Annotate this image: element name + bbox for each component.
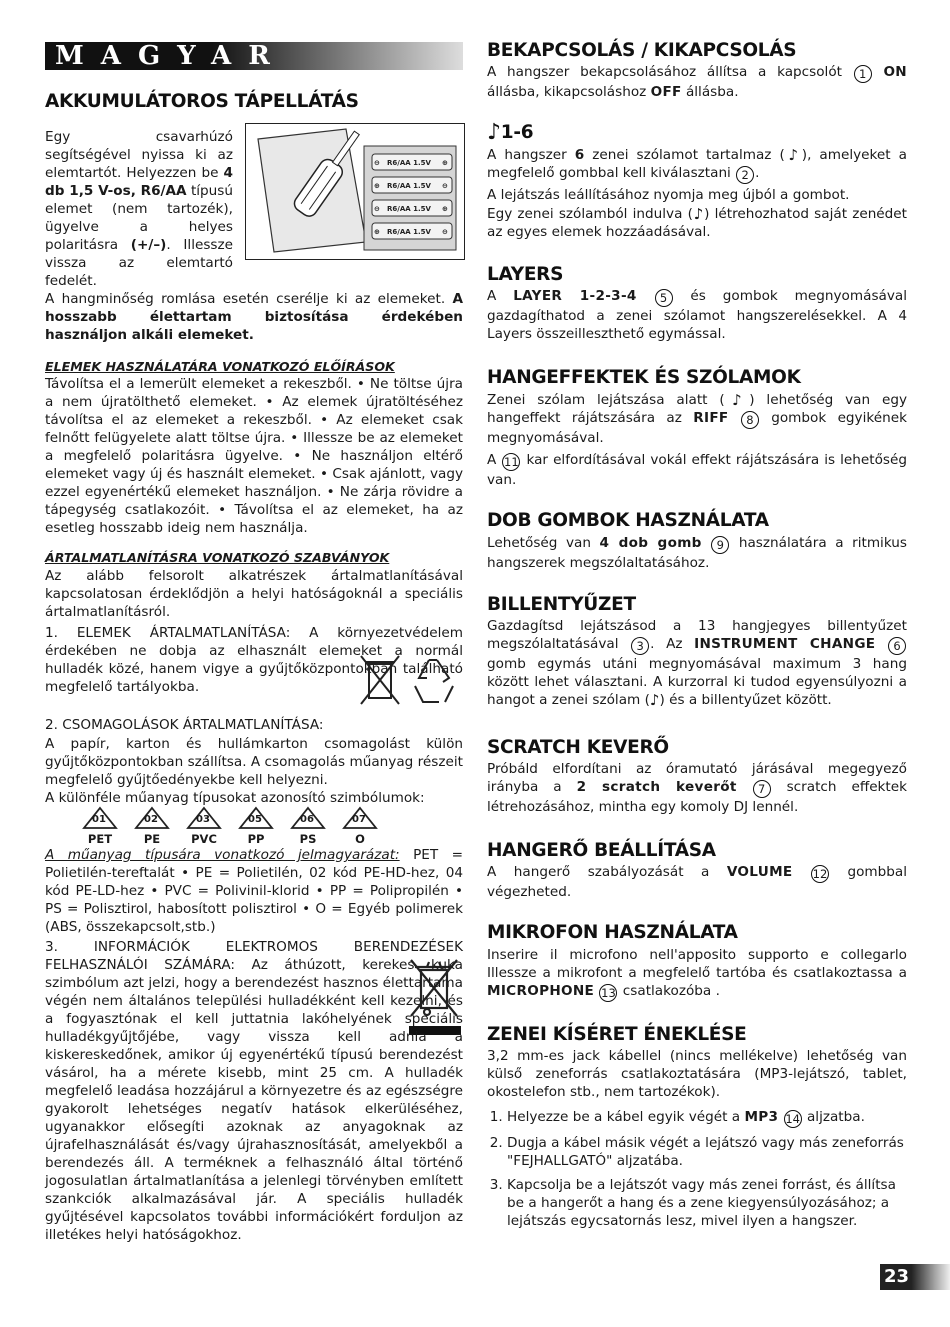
battery-rules-title: ELEMEK HASZNÁLATÁRA VONATKOZÓ ELŐÍRÁSOK xyxy=(45,359,395,374)
disposal-title: ÁRTALMATLANÍTÁSRA VONATKOZÓ SZABVÁNYOK xyxy=(45,550,390,565)
legend-title: A műanyag típusára vonatkozó jelmagyarázat: xyxy=(45,847,400,863)
plastic-symbol xyxy=(132,806,172,846)
text: típusú elemet (nem tartozék), ügyelve a helyes polaritásra xyxy=(45,183,233,253)
svg-text:⊕: ⊕ xyxy=(442,205,448,213)
plastic-label: PP xyxy=(247,832,265,846)
callout-number: 9 xyxy=(711,536,729,554)
svg-text:⊖: ⊖ xyxy=(374,159,380,167)
list-item xyxy=(507,1108,907,1128)
plastic-code: 01 xyxy=(92,814,106,825)
singing-title: ZENEI KÍSÉRET ÉNEKLÉSE xyxy=(487,1024,747,1045)
plastic-code: 03 xyxy=(196,814,210,825)
plastic-code: 06 xyxy=(300,814,314,825)
plastic-code: 07 xyxy=(352,814,366,825)
effects-text xyxy=(487,391,907,447)
battery-compartment-icon xyxy=(246,124,464,259)
plastic-label: PET xyxy=(87,832,113,846)
text: . xyxy=(755,165,760,181)
text: scratch effektek létrehozásához, mintha egy komoly DJ lennél. xyxy=(487,779,907,815)
layers-text xyxy=(487,287,907,343)
text: Inserire il microfono nell'apposito supporto e collegarlo Illessze a mikrofont a megfelelő tartóba és csatlakoztassa a xyxy=(487,947,907,981)
text: ) és a billentyűzet között. xyxy=(659,692,832,708)
text: zenei szólamot tartalmaz ( xyxy=(584,147,785,163)
music-note-icon: ♪ xyxy=(692,205,705,223)
plastic-legend xyxy=(45,846,463,936)
text: Egy zenei szólamból indulva ( xyxy=(487,206,693,222)
melody-stop: A lejátszás leállításához nyomja meg újból a gombot. xyxy=(487,187,850,203)
bold-text: VOLUME xyxy=(726,864,793,880)
text: használatára a ritmikus hangszerek megszólaltatásához. xyxy=(487,535,907,571)
music-note-icon: ♪ xyxy=(487,120,501,145)
text: kar elfordításával vokál effekt rájátszására is lehetőség van. xyxy=(487,452,907,488)
plastic-label: PVC xyxy=(191,832,217,846)
text: ) lehetőség van egy hangeffekt rájátszására az xyxy=(487,392,907,426)
bold-text: 4 dob gomb xyxy=(599,535,702,551)
banner-text: MAGYAR xyxy=(55,41,287,71)
music-note-icon: ♪ xyxy=(649,691,660,709)
text: csatlakozóba . xyxy=(618,983,720,999)
melody-title xyxy=(487,122,533,144)
title-text: 1-6 xyxy=(500,122,534,143)
svg-text:⊕: ⊕ xyxy=(374,182,380,190)
text: A hangerő szabályozását a xyxy=(487,864,727,880)
callout-number: 14 xyxy=(785,1112,800,1126)
melody-text xyxy=(487,146,907,184)
bold-text: 6 xyxy=(574,147,585,163)
plastic-label: PE xyxy=(143,832,161,846)
list-item: 3. Kapcsolja be a lejátszót vagy más zenei forrást, és állítsa be a hangerőt a hang és a zene kiegyensúlyozásához; a lejátszás egycsatornás lesz, mivel ilyen a hangszer. xyxy=(507,1176,907,1230)
effects-vocal xyxy=(487,451,907,489)
text: Lehetőség van xyxy=(487,535,600,551)
callout-number: 3 xyxy=(631,637,649,655)
text: aljzatba. xyxy=(802,1109,865,1125)
callout-number: 11 xyxy=(504,455,519,469)
callout-number: 12 xyxy=(812,867,828,881)
bold-text: MICROPHONE xyxy=(487,983,595,999)
battery-label: R6/AA 1.5V xyxy=(387,228,431,236)
text: Zenei szólam lejátszása alatt ( xyxy=(487,392,725,408)
page-number xyxy=(880,1264,950,1290)
recycle-icon xyxy=(415,660,453,702)
svg-text:⊖: ⊖ xyxy=(374,205,380,213)
text: A hangszer xyxy=(487,147,575,163)
page-number-text: 23 xyxy=(884,1266,910,1287)
plastic-code: 02 xyxy=(144,814,158,825)
disposal-item-2-text: A papír, karton és hullámkarton csomagolást külön gyűjtőközpontokban szállítsa. A csomagolás műanyag részeit megfelelő gyűjtőedényekbe kell helyezni. xyxy=(45,736,463,788)
power-text xyxy=(487,63,907,101)
text: és gombok megnyomásával gazdagíthatod a zenei szólamot hangszerelésekkel. A 4 Layers összeilleszthető egymással. xyxy=(487,288,908,342)
text: gombok egyikének megnyomásával. xyxy=(487,410,907,446)
text: A xyxy=(487,452,502,468)
text: Helyezze be a kábel egyik végét a xyxy=(507,1109,745,1125)
singing-steps xyxy=(487,1108,907,1236)
bold-text: INSTRUMENT CHANGE xyxy=(694,636,876,652)
text: gombbal végezheted. xyxy=(487,864,908,900)
plastic-label: PS xyxy=(299,832,317,846)
language-banner xyxy=(45,42,463,70)
text: állásba. xyxy=(681,84,739,100)
drum-title: DOB GOMBOK HASZNÁLATA xyxy=(487,510,769,531)
battery-label: R6/AA 1.5V xyxy=(387,182,431,190)
bold-text: LAYER 1-2-3-4 xyxy=(513,288,637,304)
plastic-symbol xyxy=(236,806,276,846)
drum-text xyxy=(487,534,907,572)
effects-title: HANGEFFEKTEK ÉS SZÓLAMOK xyxy=(487,367,801,388)
bold-text: RIFF xyxy=(693,410,729,426)
battery-label: R6/AA 1.5V xyxy=(387,205,431,213)
volume-text xyxy=(487,863,907,901)
callout-number: 8 xyxy=(741,411,759,429)
crossed-bin-icon xyxy=(357,652,467,710)
disposal-intro: Az alább felsorolt alkatrészek ártalmatlanításával kapcsolatosan érdeklődjön a helyi hatóságoknál a speciális ártalmatlanításról. xyxy=(45,568,463,620)
svg-text:⊕: ⊕ xyxy=(442,159,448,167)
callout-number: 7 xyxy=(753,780,771,798)
bold-text: (+/–) xyxy=(130,237,167,253)
text: . Az xyxy=(650,636,695,652)
singing-intro: 3,2 mm-es jack kábellel (nincs mellékelve) lehetőség van külső zeneforrás csatlakoztatására (MP3-lejátszó, tablet, okostelefon stb., nem tartozékok). xyxy=(487,1048,907,1100)
music-note-icon: ♪ xyxy=(784,146,802,164)
layers-title: LAYERS xyxy=(487,264,564,285)
text: A xyxy=(487,288,514,304)
callout-number: 13 xyxy=(601,986,616,1000)
power-title: BEKAPCSOLÁS / KIKAPCSOLÁS xyxy=(487,40,797,61)
scratch-title: SCRATCH KEVERŐ xyxy=(487,737,669,758)
battery-rules-text: Távolítsa el a lemerült elemeket a rekeszből. • Ne töltse újra a nem újratölthető elemeket. • Az elemek újratöltéséhez távolítsa el az elemeket a rekeszből. • Az elemeket csak felnőtt felügyelete alatt töltse újra. • Illessze be az elemeket a megfelelő polaritásra ügyelve. • Ne használjon eltérő elemeket vagy új és használt elemeket. • Csak ajánlott, vagy ezzel egyenértékű elemeket használjon. • Ne zárja rövidre a tápegység csatlakozóit. • Távolítsa el az elemeket, ha az esetleg hosszabb ideig nem használja. xyxy=(45,376,463,536)
callout-number: 5 xyxy=(655,289,673,307)
text: Próbáld elfordítani az óramutató járásával megegyező irányba a xyxy=(487,761,907,795)
bold-text: 2 scratch keverőt xyxy=(576,779,737,795)
callout-number: 1 xyxy=(854,65,872,83)
text: állásba, kikapcsoláshoz xyxy=(487,84,651,100)
plastic-symbol xyxy=(80,806,120,846)
disposal-item-2: 2. CSOMAGOLÁSOK ÁRTALMATLANÍTÁSA: xyxy=(45,717,324,733)
melody-compose xyxy=(487,205,907,241)
battery-note xyxy=(45,290,463,344)
callout-number: 2 xyxy=(736,166,754,184)
bold-text: MP3 xyxy=(744,1109,779,1125)
bold-text: 4 db 1,5 V-os, R6/AA xyxy=(45,165,233,199)
plastic-label: O xyxy=(355,832,365,846)
text: A hangszer bekapcsolásához állítsa a kapcsolót xyxy=(487,64,853,80)
bold-text: ON xyxy=(883,64,907,80)
legend-text: PET = Polietilén-tereftalát • PE = Polietilén, 02 kód PE-HD-hez, 04 kód PE-LD-hez • PVC = Polivinil-klorid • PP = Polipropilén • PS = Polisztirol, habosított polisztirol • O = Egyéb polimerek (ABS, összekapcsolt,stb.) xyxy=(45,847,464,935)
mic-text xyxy=(487,946,907,1002)
plastic-symbol xyxy=(288,806,328,846)
text: Gazdagítsd lejátszásod a 13 hangjegyes billentyűzet megszólaltatásával xyxy=(487,618,907,652)
text: . Illessze vissza az elemtartó fedelét. xyxy=(45,237,233,289)
text: Egy csavarhúzó segítségével nyissa ki az elemtartót. Helyezzen be xyxy=(45,129,233,181)
battery-instructions xyxy=(45,128,233,290)
keyboard-title: BILLENTYŰZET xyxy=(487,594,636,615)
svg-text:⊖: ⊖ xyxy=(442,228,448,236)
plastic-code: 05 xyxy=(248,814,262,825)
svg-text:⊕: ⊕ xyxy=(374,228,380,236)
text: ), amelyeket a megfelelő gombbal kell kiválasztani xyxy=(487,147,907,181)
text: gomb egymás utáni megnyomásával maximum 3 hang között lehet választani. A kurzorral ki tudod egyensúlyozni a hangot a zenei szólam ( xyxy=(487,656,907,708)
list-item: 2. Dugja a kábel másik végét a lejátszó vagy más zeneforrás "FEJHALLGATÓ" aljzatába. xyxy=(507,1134,907,1170)
callout-number: 6 xyxy=(888,637,906,655)
text: 1. ELEMEK ÁRTALMATLANÍTÁSA: A környezetvédelem érdekében ne dobja az elhasznált elemeket a normál hulladék közé, hanem vigye a gyűjtőközpontokban található megfelelő tartályokba. xyxy=(45,625,463,695)
battery-illustration xyxy=(245,123,465,260)
volume-title: HANGERŐ BEÁLLÍTÁSA xyxy=(487,840,716,861)
plastic-symbols xyxy=(60,806,390,846)
bold-text: OFF xyxy=(650,84,682,100)
plastic-symbols-intro: A különféle műanyag típusokat azonosító szimbólumok: xyxy=(45,790,425,806)
disposal-item-3 xyxy=(45,938,463,1244)
text: ) létrehozhatod saját zenédet az egyes elemek hozzáadásával. xyxy=(487,206,907,240)
mic-title: MIKROFON HASZNÁLATA xyxy=(487,922,738,943)
keyboard-text xyxy=(487,617,907,709)
text: A hangminőség romlása esetén cserélje ki az elemeket. xyxy=(45,291,453,307)
svg-text:⊖: ⊖ xyxy=(442,182,448,190)
text: 3. INFORMÁCIÓK ELEKTROMOS BERENDEZÉSEK FELHASZNÁLÓI SZÁMÁRA: Az áthúzott, kerekes kuka szimbólum azt jelzi, hogy a berendezést hasznos élettartama végén nem általános települési hulladékként kell kezelni, és a fogyasztónak el kell juttatnia lakóhelyének speciális hulladékgyűjtőjébe, vagy vissza kell adnia a kiskereskedőnek, amikor új egyenértékű típusú berendezést vásárol, ha a mérete kisebb, mint 25 cm. A hulladék megfelelő leadása hozzájárul a környezetre és az egészségre gyakorolt lehetséges negatív hatások elkerüléséhez, ugyanakkor elősegíti azoknak az anyagoknak az újrafelhasználását és/vagy újrahasznosítását, amelyekből a berendezés áll. A terméknek a felhasználó által történő jogosulatlan ártalmatlanítása a jelenlegi törvényben említett szankciók alkalmazásával jár. A speciális hulladék gyűjtésével kapcsolatos további információkért forduljon az illetékes helyi hatóságokhoz. xyxy=(45,939,463,1243)
battery-title: AKKUMULÁTOROS TÁPELLÁTÁS xyxy=(45,91,359,112)
bold-text: A hosszabb élettartam biztosítása érdekében használjon alkáli elemeket. xyxy=(45,291,463,343)
plastic-symbol xyxy=(184,806,224,846)
scratch-text xyxy=(487,760,907,816)
battery-label: R6/AA 1.5V xyxy=(387,159,431,167)
plastic-symbol xyxy=(340,806,380,846)
music-note-icon: ♪ xyxy=(724,391,750,409)
